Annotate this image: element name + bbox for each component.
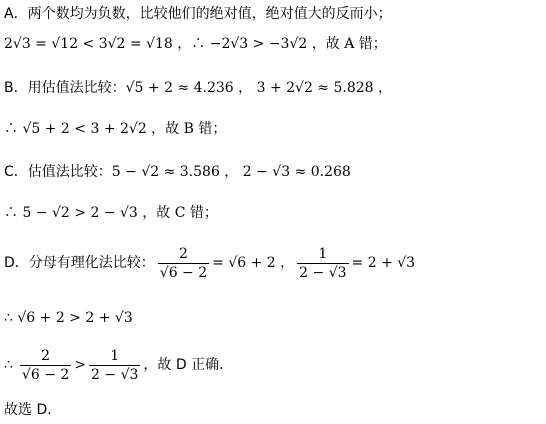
fraction-denominator: 2 − √3 — [299, 264, 347, 281]
fraction-denominator: √6 − 2 — [159, 264, 208, 281]
option-c-conclusion: ∴ 5 − √2 > 2 − √3 ，故 C 错； — [4, 205, 218, 221]
fraction-denominator: √6 − 2 — [21, 366, 70, 383]
option-d-conclusion-fraction-1 — [20, 347, 71, 384]
fraction-numerator: 1 — [318, 245, 328, 262]
option-b-math: √5 + 2 ≈ 4.236 ， 3 + 2√2 ≈ 5.828 ， — [125, 80, 393, 96]
option-b-line — [4, 78, 392, 98]
option-a-heading: A．两个数均为负数，比较他们的绝对值，绝对值大的反而小； — [4, 6, 392, 22]
option-d-conclusion-fraction-2 — [89, 347, 140, 384]
fraction-numerator: 2 — [179, 245, 188, 262]
fraction-numerator: 2 — [41, 347, 51, 364]
option-d-line — [4, 244, 415, 282]
option-c-line — [4, 162, 351, 182]
fraction-numerator: 1 — [110, 347, 120, 364]
option-d-heading: D．分母有理化法比较： — [4, 255, 155, 271]
comparison-operator: > — [74, 357, 87, 373]
option-d-equation-2: = 2 + √3 — [351, 255, 416, 271]
final-answer: 故选 D. — [4, 402, 52, 418]
option-a-math: 2√3 = √12 < 3√2 = √18 ，∴ −2√3 > −3√2 ，故 A 错； — [4, 36, 387, 52]
option-c-math: 5 − √2 ≈ 3.586 ， 2 − √3 ≈ 0.268 — [111, 164, 351, 180]
option-d-verdict: ，故 D 正确. — [143, 357, 224, 373]
option-d-conclusion-2 — [4, 346, 224, 384]
option-c-heading: C．估值法比较： — [4, 164, 112, 180]
option-d-equation-1: = √6 + 2 ， — [212, 255, 295, 271]
option-b-heading: B．用估值法比较： — [4, 80, 126, 96]
option-d-conclusion-1: ∴ √6 + 2 > 2 + √3 — [4, 310, 133, 326]
fraction-denominator: 2 − √3 — [91, 366, 139, 383]
therefore-symbol: ∴ — [4, 357, 13, 373]
option-d-fraction-2 — [297, 245, 348, 282]
option-b-conclusion: ∴ √5 + 2 < 3 + 2√2 ，故 B 错； — [4, 121, 227, 137]
option-d-fraction-1 — [158, 245, 209, 282]
